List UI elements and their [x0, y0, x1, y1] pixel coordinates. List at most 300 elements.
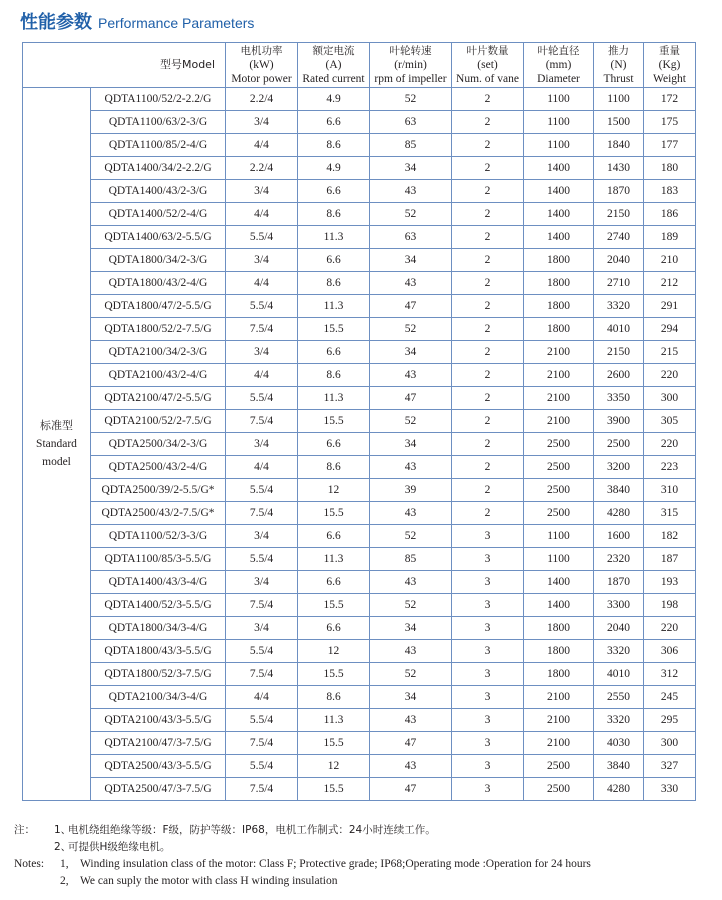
cell-thrust: 3320: [594, 295, 644, 318]
cell-diameter: 1800: [524, 663, 594, 686]
cell-impeller-rpm: 43: [370, 180, 452, 203]
note-cn-label: 注：: [14, 824, 35, 836]
table-row: [23, 88, 696, 111]
cell-rated-current: 11.3: [298, 387, 370, 410]
cell-diameter: 2500: [524, 433, 594, 456]
cell-impeller-rpm: 52: [370, 318, 452, 341]
cell-motor-power: 3/4: [226, 571, 298, 594]
cell-diameter: 2500: [524, 502, 594, 525]
cell-motor-power: 4/4: [226, 456, 298, 479]
cell-vane-count: 2: [452, 387, 524, 410]
cell-weight: 172: [644, 88, 696, 111]
cell-diameter: 2100: [524, 686, 594, 709]
cell-motor-power: 4/4: [226, 203, 298, 226]
cell-model: QDTA1100/52/2-2.2/G: [91, 88, 226, 111]
cell-motor-power: 3/4: [226, 433, 298, 456]
header-row: [23, 43, 696, 88]
cell-vane-count: 3: [452, 755, 524, 778]
cell-model: QDTA1800/34/2-3/G: [91, 249, 226, 272]
cell-diameter: 2100: [524, 732, 594, 755]
cell-thrust: 4280: [594, 778, 644, 801]
group-label-standard-model: 标准型 Standard model: [23, 88, 91, 801]
table-row: [23, 663, 696, 686]
cell-diameter: 2100: [524, 341, 594, 364]
cell-impeller-rpm: 47: [370, 732, 452, 755]
performance-table: [22, 42, 696, 801]
table-row: [23, 571, 696, 594]
cell-impeller-rpm: 52: [370, 525, 452, 548]
cell-diameter: 2500: [524, 778, 594, 801]
cell-weight: 327: [644, 755, 696, 778]
cell-impeller-rpm: 39: [370, 479, 452, 502]
cell-impeller-rpm: 85: [370, 548, 452, 571]
cell-rated-current: 12: [298, 755, 370, 778]
cell-diameter: 2100: [524, 364, 594, 387]
header-thrust: 推力 (N) Thrust: [594, 43, 644, 88]
cell-rated-current: 15.5: [298, 318, 370, 341]
cell-model: QDTA1400/34/2-2.2/G: [91, 157, 226, 180]
cell-vane-count: 2: [452, 502, 524, 525]
cell-impeller-rpm: 43: [370, 502, 452, 525]
cell-diameter: 1800: [524, 295, 594, 318]
cell-diameter: 2500: [524, 456, 594, 479]
cell-thrust: 3840: [594, 755, 644, 778]
cell-vane-count: 2: [452, 272, 524, 295]
note-en-label: Notes:: [14, 858, 45, 870]
cell-impeller-rpm: 34: [370, 341, 452, 364]
cell-thrust: 1870: [594, 571, 644, 594]
table-row: [23, 755, 696, 778]
note-cn-2: 2、 可提供H级绝缘电机。: [54, 841, 171, 853]
cell-impeller-rpm: 43: [370, 272, 452, 295]
cell-weight: 306: [644, 640, 696, 663]
cell-diameter: 1800: [524, 272, 594, 295]
cell-thrust: 3320: [594, 709, 644, 732]
cell-diameter: 1400: [524, 157, 594, 180]
cell-model: QDTA1400/52/3-5.5/G: [91, 594, 226, 617]
table-row: [23, 709, 696, 732]
header-impeller-rpm: 叶轮转速 (r/min) rpm of impeller: [370, 43, 452, 88]
cell-motor-power: 3/4: [226, 341, 298, 364]
cell-weight: 295: [644, 709, 696, 732]
cell-rated-current: 15.5: [298, 594, 370, 617]
cell-impeller-rpm: 34: [370, 433, 452, 456]
cell-diameter: 2100: [524, 387, 594, 410]
cell-rated-current: 6.6: [298, 571, 370, 594]
cell-model: QDTA1800/43/3-5.5/G: [91, 640, 226, 663]
cell-impeller-rpm: 34: [370, 686, 452, 709]
cell-weight: 291: [644, 295, 696, 318]
cell-thrust: 1430: [594, 157, 644, 180]
cell-thrust: 4030: [594, 732, 644, 755]
cell-weight: 186: [644, 203, 696, 226]
cell-diameter: 1400: [524, 203, 594, 226]
table-body: [23, 88, 696, 801]
cell-weight: 220: [644, 617, 696, 640]
cell-vane-count: 2: [452, 479, 524, 502]
cell-model: QDTA1400/63/2-5.5/G: [91, 226, 226, 249]
cell-diameter: 1800: [524, 617, 594, 640]
cell-thrust: 2600: [594, 364, 644, 387]
cell-thrust: 2500: [594, 433, 644, 456]
cell-impeller-rpm: 52: [370, 88, 452, 111]
table-row: [23, 295, 696, 318]
cell-vane-count: 2: [452, 226, 524, 249]
cell-motor-power: 4/4: [226, 134, 298, 157]
cell-model: QDTA1400/43/2-3/G: [91, 180, 226, 203]
cell-diameter: 1100: [524, 548, 594, 571]
cell-model: QDTA2500/39/2-5.5/G*: [91, 479, 226, 502]
cell-rated-current: 15.5: [298, 502, 370, 525]
cell-rated-current: 15.5: [298, 663, 370, 686]
cell-model: QDTA2100/43/2-4/G: [91, 364, 226, 387]
table-row: [23, 134, 696, 157]
cell-motor-power: 5.5/4: [226, 226, 298, 249]
cell-diameter: 1400: [524, 226, 594, 249]
cell-motor-power: 2.2/4: [226, 88, 298, 111]
cell-weight: 305: [644, 410, 696, 433]
cell-thrust: 2040: [594, 249, 644, 272]
cell-weight: 187: [644, 548, 696, 571]
cell-vane-count: 3: [452, 732, 524, 755]
cell-model: QDTA2500/43/3-5.5/G: [91, 755, 226, 778]
title-chinese: 性能参数: [20, 12, 92, 33]
cell-diameter: 1100: [524, 525, 594, 548]
cell-rated-current: 6.6: [298, 617, 370, 640]
cell-impeller-rpm: 85: [370, 134, 452, 157]
cell-impeller-rpm: 43: [370, 709, 452, 732]
cell-rated-current: 8.6: [298, 203, 370, 226]
table-row: [23, 456, 696, 479]
cell-model: QDTA1400/43/3-4/G: [91, 571, 226, 594]
cell-vane-count: 2: [452, 433, 524, 456]
cell-weight: 182: [644, 525, 696, 548]
cell-impeller-rpm: 47: [370, 778, 452, 801]
cell-model: QDTA2500/43/2-4/G: [91, 456, 226, 479]
cell-thrust: 1870: [594, 180, 644, 203]
note-en-2: 2, We can suply the motor with class H winding insulation: [60, 875, 338, 887]
note-cn-1: 注： 1、 电机绕组绝缘等级：F级，防护等级：IP68，电机工作制式：24小时连续工作。: [14, 822, 591, 839]
cell-motor-power: 5.5/4: [226, 755, 298, 778]
cell-weight: 245: [644, 686, 696, 709]
cell-vane-count: 2: [452, 410, 524, 433]
cell-model: QDTA2500/43/2-7.5/G*: [91, 502, 226, 525]
cell-diameter: 1400: [524, 571, 594, 594]
cell-diameter: 2100: [524, 709, 594, 732]
table-row: [23, 387, 696, 410]
cell-rated-current: 6.6: [298, 180, 370, 203]
cell-model: QDTA2100/52/2-7.5/G: [91, 410, 226, 433]
cell-motor-power: 4/4: [226, 364, 298, 387]
cell-thrust: 2150: [594, 341, 644, 364]
cell-motor-power: 4/4: [226, 686, 298, 709]
cell-thrust: 1100: [594, 88, 644, 111]
cell-weight: 212: [644, 272, 696, 295]
cell-model: QDTA1800/52/2-7.5/G: [91, 318, 226, 341]
cell-thrust: 2320: [594, 548, 644, 571]
cell-vane-count: 2: [452, 318, 524, 341]
cell-vane-count: 2: [452, 341, 524, 364]
cell-model: QDTA1800/34/3-4/G: [91, 617, 226, 640]
table-row: [23, 318, 696, 341]
notes-section: [14, 822, 591, 890]
cell-motor-power: 7.5/4: [226, 594, 298, 617]
cell-motor-power: 3/4: [226, 617, 298, 640]
table-row: [23, 157, 696, 180]
cell-vane-count: 3: [452, 571, 524, 594]
cell-thrust: 1600: [594, 525, 644, 548]
cell-motor-power: 3/4: [226, 249, 298, 272]
cell-motor-power: 3/4: [226, 525, 298, 548]
cell-weight: 210: [644, 249, 696, 272]
table-row: [23, 686, 696, 709]
cell-model: QDTA1800/52/3-7.5/G: [91, 663, 226, 686]
cell-vane-count: 2: [452, 88, 524, 111]
cell-diameter: 1100: [524, 88, 594, 111]
cell-vane-count: 2: [452, 180, 524, 203]
cell-weight: 300: [644, 732, 696, 755]
cell-thrust: 2550: [594, 686, 644, 709]
cell-model: QDTA1400/52/2-4/G: [91, 203, 226, 226]
table-row: [23, 617, 696, 640]
cell-thrust: 1500: [594, 111, 644, 134]
cell-weight: 189: [644, 226, 696, 249]
cell-rated-current: 6.6: [298, 341, 370, 364]
cell-motor-power: 4/4: [226, 272, 298, 295]
cell-motor-power: 2.2/4: [226, 157, 298, 180]
cell-vane-count: 3: [452, 663, 524, 686]
table-row: [23, 272, 696, 295]
cell-rated-current: 11.3: [298, 295, 370, 318]
cell-vane-count: 2: [452, 157, 524, 180]
table-row: [23, 203, 696, 226]
cell-thrust: 2150: [594, 203, 644, 226]
cell-motor-power: 5.5/4: [226, 479, 298, 502]
cell-weight: 220: [644, 433, 696, 456]
cell-thrust: 2040: [594, 617, 644, 640]
cell-impeller-rpm: 43: [370, 755, 452, 778]
cell-impeller-rpm: 43: [370, 364, 452, 387]
cell-diameter: 1400: [524, 180, 594, 203]
cell-thrust: 2710: [594, 272, 644, 295]
table-row: [23, 594, 696, 617]
table-row: [23, 548, 696, 571]
table-row: [23, 732, 696, 755]
cell-vane-count: 2: [452, 203, 524, 226]
cell-thrust: 4280: [594, 502, 644, 525]
cell-rated-current: 8.6: [298, 364, 370, 387]
page-title: [20, 8, 254, 34]
cell-thrust: 2740: [594, 226, 644, 249]
cell-diameter: 1100: [524, 111, 594, 134]
cell-weight: 330: [644, 778, 696, 801]
header-rated-current: 额定电流 (A) Rated current: [298, 43, 370, 88]
cell-diameter: 1800: [524, 249, 594, 272]
cell-vane-count: 3: [452, 525, 524, 548]
header-diameter: 叶轮直径 (mm) Diameter: [524, 43, 594, 88]
table-row: [23, 502, 696, 525]
cell-thrust: 3840: [594, 479, 644, 502]
cell-motor-power: 3/4: [226, 180, 298, 203]
cell-model: QDTA2100/43/3-5.5/G: [91, 709, 226, 732]
cell-vane-count: 2: [452, 456, 524, 479]
cell-thrust: 3900: [594, 410, 644, 433]
cell-motor-power: 5.5/4: [226, 640, 298, 663]
table-row: [23, 525, 696, 548]
cell-diameter: 1800: [524, 640, 594, 663]
cell-impeller-rpm: 52: [370, 203, 452, 226]
cell-model: QDTA1100/63/2-3/G: [91, 111, 226, 134]
cell-motor-power: 5.5/4: [226, 709, 298, 732]
cell-thrust: 4010: [594, 318, 644, 341]
cell-motor-power: 7.5/4: [226, 318, 298, 341]
cell-weight: 220: [644, 364, 696, 387]
cell-model: QDTA1800/47/2-5.5/G: [91, 295, 226, 318]
cell-weight: 300: [644, 387, 696, 410]
cell-motor-power: 5.5/4: [226, 387, 298, 410]
table-row: [23, 364, 696, 387]
cell-impeller-rpm: 34: [370, 157, 452, 180]
header-model: 型号Model: [23, 43, 226, 88]
cell-model: QDTA2100/47/3-7.5/G: [91, 732, 226, 755]
table-row: [23, 226, 696, 249]
cell-impeller-rpm: 47: [370, 295, 452, 318]
cell-weight: 183: [644, 180, 696, 203]
note-en-1: Notes: 1, Winding insulation class of the motor: Class F; Protective grade; IP68;Operating mode :Operation for 24 hours: [14, 856, 591, 873]
cell-thrust: 3350: [594, 387, 644, 410]
cell-diameter: 1800: [524, 318, 594, 341]
cell-weight: 198: [644, 594, 696, 617]
cell-weight: 177: [644, 134, 696, 157]
cell-diameter: 1100: [524, 134, 594, 157]
cell-rated-current: 15.5: [298, 732, 370, 755]
cell-model: QDTA1100/52/3-3/G: [91, 525, 226, 548]
title-english: Performance Parameters: [98, 15, 255, 31]
cell-model: QDTA1100/85/3-5.5/G: [91, 548, 226, 571]
cell-vane-count: 3: [452, 709, 524, 732]
cell-vane-count: 2: [452, 364, 524, 387]
cell-impeller-rpm: 43: [370, 640, 452, 663]
header-motor-power: 电机功率 (kW) Motor power: [226, 43, 298, 88]
cell-thrust: 3300: [594, 594, 644, 617]
cell-rated-current: 11.3: [298, 709, 370, 732]
cell-motor-power: 7.5/4: [226, 410, 298, 433]
cell-thrust: 1840: [594, 134, 644, 157]
table-row: [23, 111, 696, 134]
cell-vane-count: 2: [452, 134, 524, 157]
cell-thrust: 3320: [594, 640, 644, 663]
cell-weight: 193: [644, 571, 696, 594]
cell-weight: 312: [644, 663, 696, 686]
cell-model: QDTA2100/34/2-3/G: [91, 341, 226, 364]
cell-rated-current: 8.6: [298, 686, 370, 709]
cell-vane-count: 2: [452, 295, 524, 318]
cell-rated-current: 11.3: [298, 226, 370, 249]
cell-rated-current: 6.6: [298, 433, 370, 456]
cell-diameter: 2100: [524, 410, 594, 433]
cell-vane-count: 2: [452, 249, 524, 272]
cell-vane-count: 2: [452, 111, 524, 134]
cell-rated-current: 12: [298, 640, 370, 663]
cell-model: QDTA2100/47/2-5.5/G: [91, 387, 226, 410]
cell-rated-current: 8.6: [298, 456, 370, 479]
table-row: [23, 640, 696, 663]
cell-vane-count: 3: [452, 617, 524, 640]
cell-vane-count: 3: [452, 778, 524, 801]
cell-weight: 223: [644, 456, 696, 479]
cell-motor-power: 7.5/4: [226, 502, 298, 525]
header-weight: 重量 (Kg) Weight: [644, 43, 696, 88]
cell-vane-count: 3: [452, 640, 524, 663]
cell-impeller-rpm: 43: [370, 571, 452, 594]
cell-rated-current: 6.6: [298, 249, 370, 272]
cell-model: QDTA2500/47/3-7.5/G: [91, 778, 226, 801]
cell-impeller-rpm: 52: [370, 410, 452, 433]
cell-model: QDTA1100/85/2-4/G: [91, 134, 226, 157]
cell-diameter: 1400: [524, 594, 594, 617]
cell-weight: 175: [644, 111, 696, 134]
cell-rated-current: 4.9: [298, 88, 370, 111]
cell-weight: 180: [644, 157, 696, 180]
cell-impeller-rpm: 63: [370, 226, 452, 249]
cell-thrust: 4010: [594, 663, 644, 686]
table-row: [23, 249, 696, 272]
cell-impeller-rpm: 34: [370, 249, 452, 272]
table-row: [23, 180, 696, 203]
cell-motor-power: 5.5/4: [226, 548, 298, 571]
cell-impeller-rpm: 47: [370, 387, 452, 410]
cell-vane-count: 3: [452, 594, 524, 617]
cell-motor-power: 5.5/4: [226, 295, 298, 318]
cell-diameter: 2500: [524, 479, 594, 502]
cell-rated-current: 6.6: [298, 111, 370, 134]
table-row: [23, 433, 696, 456]
cell-diameter: 2500: [524, 755, 594, 778]
header-vane-count: 叶片数量 (set) Num. of vane: [452, 43, 524, 88]
cell-rated-current: 8.6: [298, 134, 370, 157]
cell-rated-current: 4.9: [298, 157, 370, 180]
cell-weight: 294: [644, 318, 696, 341]
cell-weight: 315: [644, 502, 696, 525]
cell-impeller-rpm: 63: [370, 111, 452, 134]
cell-thrust: 3200: [594, 456, 644, 479]
table-row: [23, 410, 696, 433]
cell-rated-current: 15.5: [298, 410, 370, 433]
cell-weight: 310: [644, 479, 696, 502]
cell-rated-current: 6.6: [298, 525, 370, 548]
cell-model: QDTA2500/34/2-3/G: [91, 433, 226, 456]
cell-vane-count: 3: [452, 686, 524, 709]
cell-model: QDTA1800/43/2-4/G: [91, 272, 226, 295]
cell-rated-current: 11.3: [298, 548, 370, 571]
cell-rated-current: 8.6: [298, 272, 370, 295]
cell-impeller-rpm: 43: [370, 456, 452, 479]
cell-impeller-rpm: 52: [370, 663, 452, 686]
cell-rated-current: 12: [298, 479, 370, 502]
cell-model: QDTA2100/34/3-4/G: [91, 686, 226, 709]
cell-motor-power: 7.5/4: [226, 663, 298, 686]
table-row: [23, 479, 696, 502]
table-row: [23, 778, 696, 801]
cell-motor-power: 7.5/4: [226, 778, 298, 801]
cell-motor-power: 3/4: [226, 111, 298, 134]
cell-rated-current: 15.5: [298, 778, 370, 801]
cell-impeller-rpm: 34: [370, 617, 452, 640]
table-row: [23, 341, 696, 364]
cell-weight: 215: [644, 341, 696, 364]
cell-motor-power: 7.5/4: [226, 732, 298, 755]
cell-impeller-rpm: 52: [370, 594, 452, 617]
